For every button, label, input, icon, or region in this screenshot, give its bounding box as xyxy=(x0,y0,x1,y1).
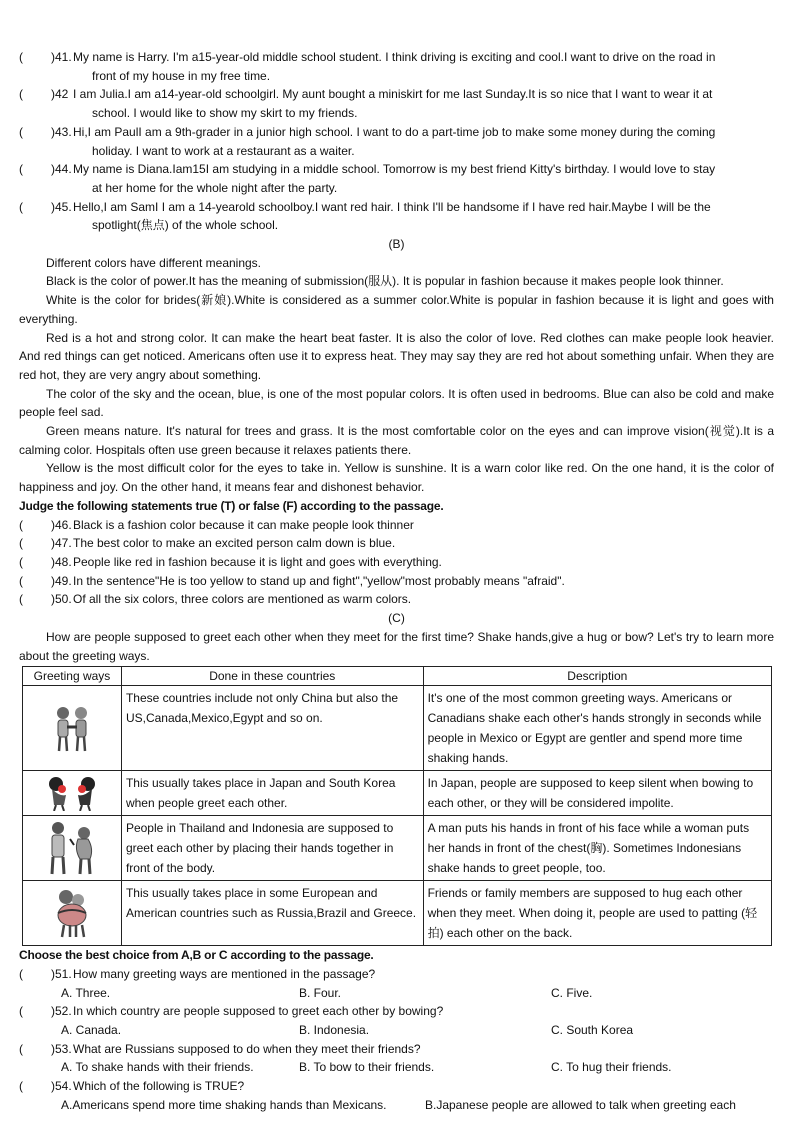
description-cell: Friends or family members are supposed to hug each other when they meet. When doing it, people are used to patting (轻拍) each other on the back. xyxy=(423,881,771,946)
option-b[interactable]: B. Indonesia. xyxy=(299,1023,370,1037)
question-number: )47. xyxy=(51,536,72,551)
section-c-intro: How are people supposed to greet each other when they meet for the first time? Shake hands,give a hug or bow? Let's try to learn more about the greeting ways. xyxy=(19,629,774,663)
option-a[interactable]: A. Canada. xyxy=(61,1023,122,1037)
countries-cell: These countries include not only China but also the US,Canada,Mexico,Egypt and so on. xyxy=(121,686,423,771)
question-number: )53. xyxy=(51,1041,72,1056)
question-47 xyxy=(19,534,774,553)
question-text: Which of the following is TRUE? xyxy=(73,1079,245,1094)
question-text-continued: front of my house in my free time. xyxy=(92,68,271,83)
column-header: Greeting ways xyxy=(23,667,122,686)
options-row xyxy=(19,984,774,1003)
options-row xyxy=(19,1058,774,1077)
question-text: People like red in fashion because it is light and goes with everything. xyxy=(73,554,442,569)
handshake-picture xyxy=(23,686,122,771)
passage-paragraph: White is the color for brides(新娘).White is considered as a summer color.White is popular in fashion because it is light and goes with everything. xyxy=(19,293,774,326)
countries-cell: People in Thailand and Indonesia are supposed to greet each other by placing their hands together in front of the body. xyxy=(121,816,423,881)
description-cell: It's one of the most common greeting ways. Americans or Canadians shake each other's hands strongly in seconds while people in Mexico or Egypt are gentler and spend more time shaking hands. xyxy=(423,686,771,771)
answer-blank[interactable]: ( xyxy=(19,199,23,214)
answer-blank[interactable]: ( xyxy=(19,87,23,102)
question-text: In which country are people supposed to greet each other by bowing? xyxy=(73,1004,444,1019)
option-c[interactable]: C. South Korea xyxy=(551,1023,634,1037)
answer-blank[interactable]: ( xyxy=(19,1079,23,1094)
question-51 xyxy=(19,965,774,984)
section-b-instruction: Judge the following statements true (T) or false (F) according to the passage. xyxy=(19,498,444,513)
question-text: Of all the six colors, three colors are mentioned as warm colors. xyxy=(73,592,412,607)
option-a[interactable]: A.Americans spend more time shaking hands than Mexicans. xyxy=(61,1097,387,1112)
passage-paragraph: Black is the color of power.It has the meaning of submission(服从). It is popular in fashion because it makes people look thinner. xyxy=(46,274,724,289)
question-42 xyxy=(19,85,774,122)
option-a[interactable]: A. Three. xyxy=(61,985,111,1000)
question-45 xyxy=(19,198,774,235)
table-row xyxy=(23,686,772,771)
question-number: )42 xyxy=(51,87,69,102)
question-number: )44. xyxy=(51,162,72,177)
passage-paragraph: Red is a hot and strong color. It can make the heart beat faster. It is also the color of love. Red clothes can make people look heavier. And red things can get noticed. Americans often use it to express heat. They may say they are red hot about something unfair. When they are red hot, they are very angry about something. xyxy=(19,330,774,382)
section-b-label: (B) xyxy=(388,237,405,252)
question-48 xyxy=(19,553,774,572)
column-header: Done in these countries xyxy=(121,667,423,686)
part-a-questions xyxy=(19,48,774,235)
options-row xyxy=(19,1096,774,1115)
question-54 xyxy=(19,1077,774,1096)
answer-blank[interactable]: ( xyxy=(19,592,23,607)
question-text: Hello,I am SamI I am a 14-yearold schoolboy.I want red hair. I think I'll be handsome if I have red hair.Maybe I will be the xyxy=(73,199,711,214)
question-50 xyxy=(19,590,774,609)
question-49 xyxy=(19,572,774,591)
question-46 xyxy=(19,516,774,535)
answer-blank[interactable]: ( xyxy=(19,50,23,64)
answer-blank[interactable]: ( xyxy=(19,554,23,569)
description-cell: In Japan, people are supposed to keep silent when bowing to each other, or they will be considered impolite. xyxy=(423,771,771,816)
table-row xyxy=(23,771,772,816)
option-c[interactable]: C. Five. xyxy=(551,985,593,1000)
passage-paragraph: Green means nature. It's natural for trees and grass. It is the most comfortable color on the eyes and can improve vision(视觉).It is a calming color. Hospitals often use green because it relaxes patients there. xyxy=(19,424,774,457)
question-number: )49. xyxy=(51,573,72,588)
table-header-row xyxy=(23,667,772,686)
option-b[interactable]: B.Japanese people are allowed to talk when greeting each xyxy=(425,1097,736,1112)
options-row xyxy=(19,1021,774,1040)
answer-blank[interactable]: ( xyxy=(19,573,23,588)
option-b[interactable]: B. To bow to their friends. xyxy=(299,1060,435,1075)
passage-paragraph: Yellow is the most difficult color for the eyes to take in. Yellow is sunshine. It is a warn color like red. On the one hand, it is the color of happiness and joy. On the other hand, it means fear and dishonest behavior. xyxy=(19,461,774,495)
question-number: )51. xyxy=(51,966,72,981)
question-text: I am Julia.I am a14-year-old schoolgirl. My aunt bought a miniskirt for me last Sunday.It is so nice that I want to wear it at xyxy=(73,87,713,102)
answer-blank[interactable]: ( xyxy=(19,517,23,532)
question-text: In the sentence"He is too yellow to stand up and fight","yellow"most probably means "afraid". xyxy=(73,573,565,588)
question-text: The best color to make an excited person calm down is blue. xyxy=(73,536,396,551)
question-number: )45. xyxy=(51,199,72,214)
question-number: )41. xyxy=(51,50,72,64)
option-a[interactable]: A. To shake hands with their friends. xyxy=(61,1060,254,1075)
column-header: Description xyxy=(423,667,771,686)
question-53 xyxy=(19,1040,774,1059)
question-number: )50. xyxy=(51,592,72,607)
question-number: )52. xyxy=(51,1004,72,1019)
answer-blank[interactable]: ( xyxy=(19,162,23,177)
section-b-passage xyxy=(19,254,774,497)
wai-greeting-picture xyxy=(23,816,122,881)
option-c[interactable]: C. To hug their friends. xyxy=(551,1060,672,1075)
option-b[interactable]: B. Four. xyxy=(299,985,342,1000)
question-text: My name is Diana.Iam15I am studying in a middle school. Tomorrow is my best friend Kitty's birthday. I would love to stay xyxy=(73,162,716,177)
question-text: What are Russians supposed to do when they meet their friends? xyxy=(73,1041,421,1056)
question-number: )48. xyxy=(51,554,72,569)
question-number: )54. xyxy=(51,1079,72,1094)
section-c-instruction: Choose the best choice from A,B or C according to the passage. xyxy=(19,948,374,963)
question-43 xyxy=(19,123,774,160)
question-44 xyxy=(19,160,774,197)
countries-cell: This usually takes place in Japan and South Korea when people greet each other. xyxy=(121,771,423,816)
question-text: How many greeting ways are mentioned in the passage? xyxy=(73,966,376,981)
question-number: )43. xyxy=(51,124,72,139)
answer-blank[interactable]: ( xyxy=(19,124,23,139)
section-c-questions xyxy=(19,965,774,1115)
question-text-continued: holiday. I want to work at a restaurant as a waiter. xyxy=(92,143,355,158)
question-text: Hi,I am PaulI am a 9th-grader in a junior high school. I want to do a part-time job to make some money during the coming xyxy=(73,124,716,139)
bowing-picture xyxy=(23,771,122,816)
question-number: )46. xyxy=(51,517,72,532)
question-text: My name is Harry. I'm a15-year-old middle school student. I think driving is exciting and cool.I want to drive on the road in xyxy=(73,50,716,64)
question-text-continued: school. I would like to show my skirt to my friends. xyxy=(92,106,358,121)
answer-blank[interactable]: ( xyxy=(19,536,23,551)
section-c-label: (C) xyxy=(388,611,405,626)
passage-paragraph: Different colors have different meanings. xyxy=(46,255,262,270)
question-text-continued: at her home for the whole night after the party. xyxy=(92,180,338,195)
question-52 xyxy=(19,1002,774,1021)
answer-blank[interactable]: ( xyxy=(19,1041,23,1056)
table-row xyxy=(23,816,772,881)
passage-paragraph: The color of the sky and the ocean, blue, is one of the most popular colors. It is often used in bedrooms. Blue can also be cold and make people feel sad. xyxy=(19,386,774,420)
question-text-continued: spotlight(焦点) of the whole school. xyxy=(92,218,279,233)
greeting-ways-table xyxy=(22,666,772,946)
question-41 xyxy=(19,48,774,85)
answer-blank[interactable]: ( xyxy=(19,966,23,981)
table-row xyxy=(23,881,772,946)
countries-cell: This usually takes place in some European and American countries such as Russia,Brazil and Greece. xyxy=(121,881,423,946)
hug-picture xyxy=(23,881,122,946)
description-cell: A man puts his hands in front of his face while a woman puts her hands in front of the chest(胸). Sometimes Indonesians shake hands to greet people, too. xyxy=(423,816,771,881)
answer-blank[interactable]: ( xyxy=(19,1004,23,1019)
question-text: Black is a fashion color because it can make people look thinner xyxy=(73,517,414,532)
section-b-questions xyxy=(19,516,774,610)
